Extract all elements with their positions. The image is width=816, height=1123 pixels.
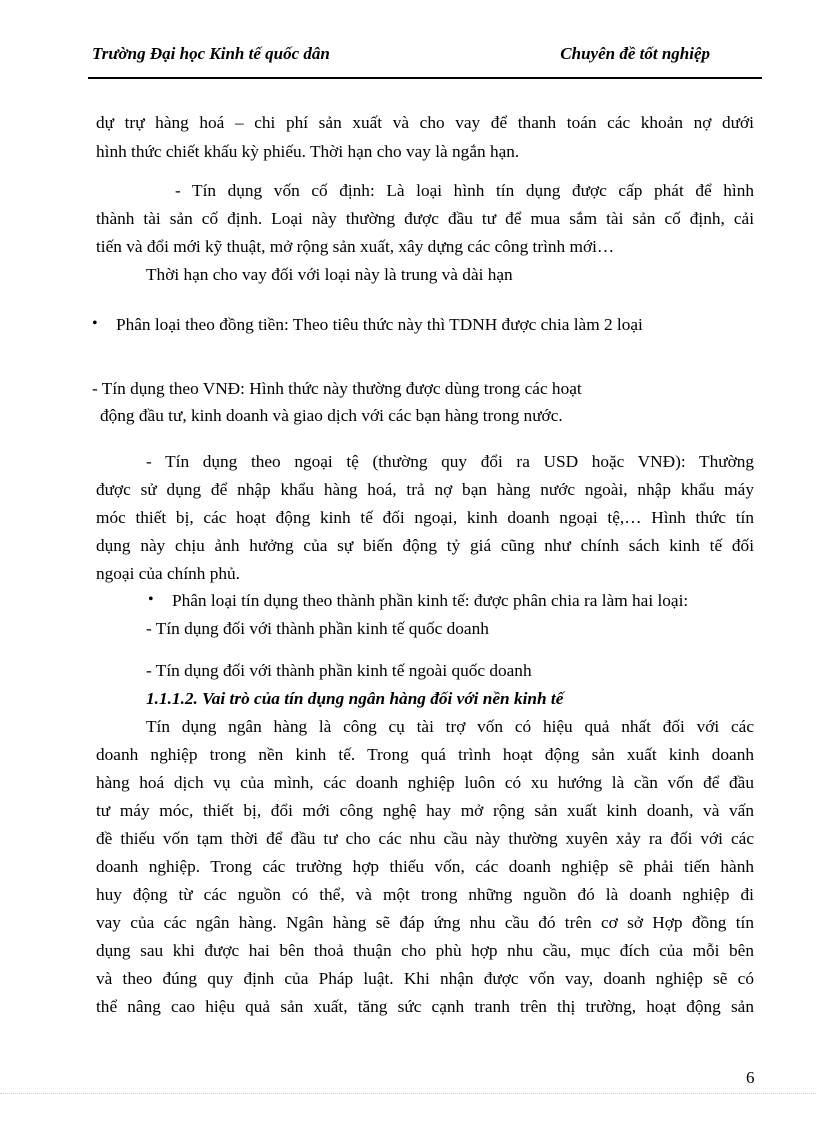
text-line: tiến và đổi mới kỹ thuật, mở rộng sản xuất, xây dựng các công trình mới… (96, 237, 615, 256)
bullet-icon: • (148, 591, 154, 608)
text-line: doanh nghiệp. Trong các trường hợp thiếu vốn, các doanh nghiệp sẽ phải tiến hành (96, 857, 754, 876)
header-document-type: Chuyên đề tốt nghiệp (560, 44, 710, 63)
text-line: Thời hạn cho vay đối với loại này là trung và dài hạn (146, 265, 513, 284)
text-line: Tín dụng ngân hàng là công cụ tài trợ vốn có hiệu quả nhất đối với các (146, 717, 754, 736)
text-line: dụng này chịu ảnh hưởng của sự biến động tỷ giá cũng như chính sách kinh tế đối (96, 536, 754, 555)
header-university: Trường Đại học Kinh tế quốc dân (92, 44, 330, 63)
text-line: được sử dụng để nhập khẩu hàng hoá, trả nợ bạn hàng nước ngoài, nhập khẩu máy (96, 480, 754, 499)
text-line: - Tín dụng theo VNĐ: Hình thức này thường được dùng trong các hoạt (92, 379, 582, 398)
text-line: doanh nghiệp trong nền kinh tế. Trong quá trình hoạt động sản xuất kinh doanh (96, 745, 754, 764)
text-line: đề thiếu vốn tạm thời để đầu tư cho các nhu cầu này thường xuyên xảy ra đối với các (96, 829, 754, 848)
text-line: - Tín dụng đối với thành phần kinh tế quốc doanh (146, 619, 489, 638)
text-line: thành tài sản cố định. Loại này thường được đầu tư để mua sắm tài sản cố định, cải (96, 209, 754, 228)
page-bottom-border (0, 1093, 816, 1094)
text-line: hàng hoá dịch vụ của mình, các doanh nghiệp luôn có xu hướng là cần vốn để đầu (96, 773, 754, 792)
text-line: - Tín dụng vốn cố định: Là loại hình tín dụng được cấp phát để hình (175, 181, 754, 200)
bullet-icon: • (92, 315, 98, 332)
text-line: - Tín dụng đối với thành phần kinh tế ngoài quốc doanh (146, 661, 532, 680)
section-heading: 1.1.1.2. Vai trò của tín dụng ngân hàng đối với nền kinh tế (146, 689, 564, 708)
text-line: hình thức chiết khấu kỳ phiếu. Thời hạn cho vay là ngắn hạn. (96, 142, 520, 161)
text-line: và theo đúng quy định của Pháp luật. Khi nhận được vốn vay, doanh nghiệp sẽ có (96, 969, 754, 988)
text-line: tư máy móc, thiết bị, đổi mới công nghệ hay mở rộng sản xuất kinh doanh, và vấn (96, 801, 754, 820)
text-line: Phân loại theo đồng tiền: Theo tiêu thức này thì TDNH được chia làm 2 loại (116, 315, 643, 334)
text-line: dụng sau khi được hai bên thoả thuận cho phù hợp nhu cầu, mục đích của mỗi bên (96, 941, 754, 960)
header-rule (88, 77, 762, 79)
text-line: dự trự hàng hoá – chi phí sản xuất và cho vay để thanh toán các khoản nợ dưới (96, 113, 754, 132)
text-line: ngoại của chính phủ. (96, 564, 240, 583)
text-line: móc thiết bị, các hoạt động kinh tế đối ngoại, kinh doanh ngoại tệ,… Hình thức tín (96, 508, 754, 527)
page-number: 6 (746, 1068, 755, 1087)
text-line: thể nâng cao hiệu quả sản xuất, tăng sức cạnh tranh trên thị trường, hoạt động sản (96, 997, 754, 1016)
text-line: - Tín dụng theo ngoại tệ (thường quy đổi ra USD hoặc VNĐ): Thường (146, 452, 754, 471)
text-line: huy động từ các nguồn có thể, và một trong những nguồn đó là doanh nghiệp đi (96, 885, 754, 904)
text-line: Phân loại tín dụng theo thành phần kinh tế: được phân chia ra làm hai loại: (172, 591, 689, 610)
text-line: vay của các ngân hàng. Ngân hàng sẽ đáp ứng nhu cầu đó trên cơ sở Hợp đồng tín (96, 913, 754, 932)
text-line: động đầu tư, kinh doanh và giao dịch với các bạn hàng trong nước. (100, 406, 563, 425)
page-header (92, 44, 762, 70)
